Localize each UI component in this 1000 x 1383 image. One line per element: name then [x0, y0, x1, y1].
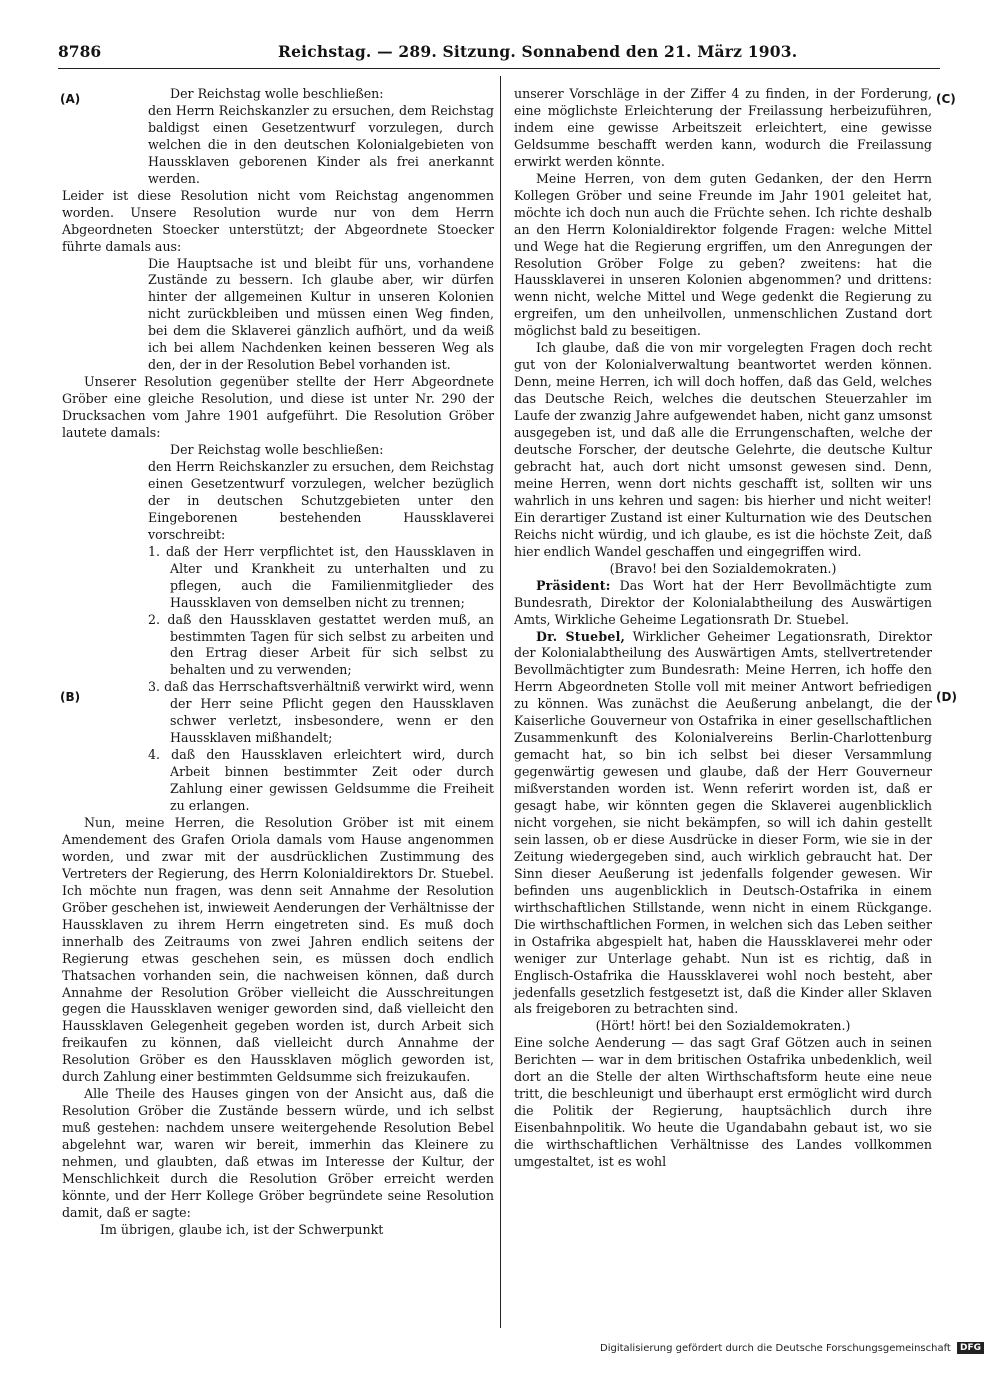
paragraph [514, 578, 932, 629]
left-column [62, 86, 494, 1239]
header-rule [58, 68, 940, 69]
paragraph: Meine Herren, von dem guten Gedanken, der den Herrn Kollegen Gröber und seine Freunde im Jahr 1901 geleitet hat, möchte ich doch nun auch die Früchte sehen. Ich richte deshalb an den Herrn Kolonialdirektor folgende Fragen: welche Mittel und Wege hat die Regierung ergriffen, um den Anregungen der Resolution Gröber Folge zu geben? zweitens: hat die Haussklaverei in unseren Kolonien abgenommen? und drittens: wenn nicht, welche Mittel und Wege gedenkt die Regierung zu ergreifen, um den unheilvollen, unmenschlichen Zustand dort möglichst bald zu beseitigen. [514, 170, 932, 339]
page-header [58, 40, 938, 66]
paragraph: Der Reichstag wolle beschließen: [170, 442, 384, 458]
paragraph [514, 629, 932, 1019]
paragraph: Im übrigen, glaube ich, ist der Schwerpunkt [100, 1221, 384, 1237]
speech-text: Wirklicher Geheimer Legationsrath, Direktor der Kolonialabtheilung des Auswärtigen Amts, stellvertretender Bevollmächtigter zum Bundesrath: Meine Herren, ich hoffe den Herrn Abgeordneten Stolle voll mit meiner Antwort befriedigen zu können. Was zunächst die Aeußerung anbelangt, die der Kaiserliche Gouverneur von Ostafrika in einer gesellschaftlichen Zusammenkunft des Kolonialvereins Berlin-Charlottenburg gemacht hat, so bin ich selbst bei dieser Versammlung gegenwärtig gewesen und glaube, daß der Herr Gouverneur mißverstanden worden ist. Wenn referirt worden ist, daß er gesagt habe, wir könnten gegen die Sklaverei augenblicklich nicht vorgehen, sie nicht bekämpfen, so will ich dahin gestellt sein lassen, ob er diese Ausdrücke in dieser Form, wie sie in der Zeitung wiedergegeben sind, auch wirklich gebraucht hat. Der Sinn dieser Aeußerung ist jedenfalls folgender gewesen. Wir befinden uns augenblicklich in Deutsch-Ostafrika in einem wirthschaftlichen Stillstande, wenn nicht in einem Rückgange. Die wirthschaftlichen Formen, in welchen sich das Leben seither in Ostafrika abgespielt hat, haben die Haussklaverei mehr oder weniger zur Unterlage gehabt. Nun ist es richtig, daß in Englisch-Ostafrika die Haussklaverei wohl noch besteht, aber jedenfalls gesetzlich festgesetzt ist, daß die Kinder aller Sklaven als freigeboren zu betrachten sind. [514, 628, 932, 1017]
dfg-logo: DFG [957, 1342, 984, 1354]
paragraph: Leider ist diese Resolution nicht vom Reichstag angenommen worden. Unsere Resolution wurde nur von dem Herrn Abgeordneten Stoecker unterstützt; der Abgeordnete Stoecker führte damals aus: [62, 187, 494, 254]
footer-text: Digitalisierung gefördert durch die Deutsche Forschungsgemeinschaft [600, 1343, 951, 1354]
margin-marker-a: (A) [60, 92, 81, 106]
paragraph: Alle Theile des Hauses gingen von der Ansicht aus, daß die Resolution Gröber die Zustände bessern würde, und ich selbst muß gestehen: nachdem unsere weitergehende Resolution Bebel abgelehnt war, waren wir bereit, immerhin das Kleinere zu nehmen, und glaubten, daß etwas im Interesse der Kultur, der Menschlichkeit durch die Resolution Gröber erreicht werden könnte, und der Herr Kollege Gröber begründete seine Resolution damit, daß er sagte: [62, 1086, 494, 1220]
interjection: (Bravo! bei den Sozialdemokraten.) [609, 560, 837, 576]
paragraph: Der Reichstag wolle beschließen: [170, 86, 384, 101]
list-item: 2. daß den Haussklaven gestattet werden muß, an bestimmten Tagen für sich selbst zu arbeiten und den Ertrag dieser Arbeit für sich selbst zu behalten und zu verwenden; [148, 611, 494, 678]
margin-marker-b: (B) [60, 690, 81, 704]
footer [600, 1342, 982, 1354]
quote-paragraph: den Herrn Reichskanzler zu ersuchen, dem Reichstag einen Gesetzentwurf vorzulegen, welcher bezüglich der in deutschen Schutzgebieten unter den Eingeborenen bestehenden Haussklaverei vorschreibt: [148, 458, 494, 542]
speech-text: Das Wort hat der Herr Bevollmächtigte zum Bundesrath, Direktor der Kolonialabtheilung des Auswärtigen Amts, Wirkliche Geheime Legationsrath Dr. Stuebel. [514, 577, 932, 627]
quote-paragraph: Die Hauptsache ist und bleibt für uns, vorhandene Zustände zu bessern. Ich glaube aber, wir dürfen hinter der allgemeinen Kultur in unseren Kolonien nicht zurückbleiben und müssen einen Weg finden, bei dem die Sklaverei gänzlich aufhört, und da weiß ich bei allem Nachdenken keinen besseren Weg als den, der in der Resolution Bebel vorhanden ist. [148, 255, 494, 373]
margin-marker-d: (D) [936, 690, 957, 704]
list-item: 4. daß den Haussklaven erleichtert wird, durch Arbeit binnen bestimmter Zeit oder durch Zahlung einer gewissen Geldsumme die Freiheit zu erlangen. [148, 747, 494, 814]
right-column [514, 86, 932, 1171]
interjection: (Hört! hört! bei den Sozialdemokraten.) [595, 1018, 851, 1034]
paragraph: Eine solche Aenderung — das sagt Graf Götzen auch in seinen Berichten — war in dem britischen Ostafrika unbedenklich, weil dort an die Stelle der alten Wirthschaftsform heute eine neue tritt, die beschleunigt und überhaupt erst ermöglicht wird durch die Politik der Regierung, hauptsächlich durch ihre Eisenbahnpolitik. Wo heute die Ugandabahn gebaut ist, wo sie die wirthschaftlichen Verhältnisse des Landes vollkommen umgestaltet, ist es wohl [514, 1035, 932, 1170]
paragraph: unserer Vorschläge in der Ziffer 4 zu finden, in der Forderung, eine möglichste Erleichterung der Freilassung herbeizuführen, indem eine gewisse Arbeitszeit erleichtert, eine gewisse Geldsumme beschafft werden kann, wodurch die Freilassung erwirkt werden könnte. [514, 86, 932, 169]
paragraph: Nun, meine Herren, die Resolution Gröber ist mit einem Amendement des Grafen Oriola damals vom Hause angenommen worden, und zwar mit der ausdrücklichen Zustimmung des Vertreters der Regierung, des Herrn Kolonialdirektors Dr. Stuebel. Ich möchte nun fragen, was denn seit Annahme der Resolution Gröber geschehen ist, inwieweit Aenderungen der Verhältnisse der Haussklaven zu ihrem Herrn eingetreten sind. Es muß doch innerhalb des Zeitraums von zwei Jahren endlich seitens der Regierung etwas geschehen sein, es müssen doch endlich Thatsachen vorhanden sein, die nachweisen können, daß durch Annahme der Resolution Gröber vielleicht die Ausschreitungen gegen die Haussklaven weniger geworden sind, daß vielleicht den Haussklaven Gelegenheit gegeben worden ist, durch Arbeit sich freikaufen zu können, daß vielleicht durch Annahme der Resolution Gröber es den Haussklaven möglich geworden ist, durch Zahlung einer bestimmten Geldsumme sich freizukaufen. [62, 814, 494, 1085]
list-item: 1. daß der Herr verpflichtet ist, den Haussklaven in Alter und Krankheit zu unterhalten und zu pflegen, auch die Familienmitglieder des Haussklaven von demselben nicht zu trennen; [148, 543, 494, 610]
margin-marker-c: (C) [936, 92, 956, 106]
page-title: Reichstag. — 289. Sitzung. Sonnabend den 21. März 1903. [278, 42, 798, 61]
page-number: 8786 [58, 42, 102, 61]
speaker-name: Dr. Stuebel, [536, 628, 626, 644]
paragraph: Unserer Resolution gegenüber stellte der Herr Abgeordnete Gröber eine gleiche Resolution, und diese ist unter Nr. 290 der Drucksachen vom Jahre 1901 aufgeführt. Die Resolution Gröber lautete damals: [62, 374, 494, 441]
speaker-name: Präsident: [536, 577, 611, 593]
paragraph: den Herrn Reichskanzler zu ersuchen, dem Reichstag baldigst einen Gesetzentwurf vorzulegen, durch welchen die in den deutschen Kolonialgebieten von Haussklaven geborenen Kinder als frei anerkannt werden. [148, 102, 494, 186]
column-divider [500, 76, 501, 1328]
paragraph: Ich glaube, daß die von mir vorgelegten Fragen doch recht gut von der Kolonialverwaltung beantwortet werden können. Denn, meine Herren, ich will doch hoffen, daß das Geld, welches das Deutsche Reich, welches die deutschen Steuerzahler im Laufe der zwanzig Jahre aufgewendet haben, nicht ganz umsonst ausgegeben ist, und daß alle die Errungenschaften, welche der deutsche Forscher, der deutsche Gelehrte, die deutsche Kultur gebracht hat, auch dort nicht umsonst gewesen sind. Denn, meine Herren, wenn dort nichts geschafft ist, sollten wir uns wahrlich in uns kehren und sagen: bis hierher und nicht weiter! Ein derartiger Zustand ist einer Kulturnation wie des Deutschen Reichs nicht würdig, und ich glaube, es ist die höchste Zeit, daß hier endlich Wandel geschaffen und eingegriffen wird. [514, 340, 932, 559]
list-item: 3. daß das Herrschaftsverhältniß verwirkt wird, wenn der Herr seine Pflicht gegen den Haussklaven schwer verletzt, insbesondere, wenn er den Haussklaven mißhandelt; [148, 679, 494, 746]
